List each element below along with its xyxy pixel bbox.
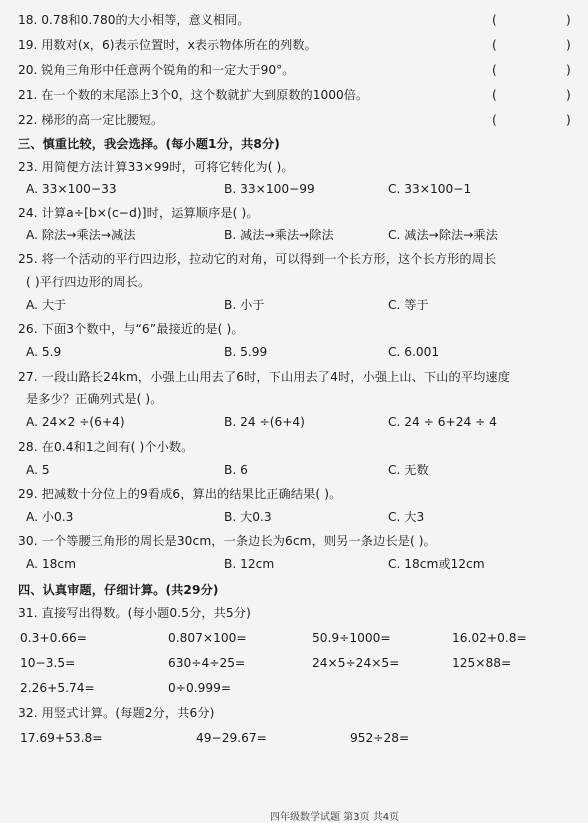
section-heading-3: 三、慎重比较，我会选择。(每小题1分，共8分) (18, 137, 280, 151)
tf-item-text: 21. 在一个数的末尾添上3个0，这个数就扩大到原数的1000倍。 (18, 88, 369, 102)
calc-item: 49−29.67= (196, 731, 267, 745)
question-24-stem: 24. 计算a÷[b×(c−d)]时，运算顺序是( )。 (18, 206, 259, 220)
question-25-stem: 25. 将一个活动的平行四边形，拉动它的对角，可以得到一个长方形，这个长方形的周长 (18, 252, 497, 266)
calc-item: 17.69+53.8= (20, 731, 103, 745)
option-a: A. 小0.3 (26, 510, 74, 524)
option-b: B. 12cm (224, 557, 275, 571)
option-c: C. 等于 (388, 298, 429, 312)
question-28-stem: 28. 在0.4和1之间有( )个小数。 (18, 440, 194, 454)
option-b: B. 33×100−99 (224, 182, 315, 196)
option-a: A. 5.9 (26, 345, 62, 359)
answer-paren-right: ) (566, 38, 571, 52)
option-a: A. 33×100−33 (26, 182, 117, 196)
answer-paren-left: ( (492, 13, 497, 27)
calc-item: 0÷0.999= (168, 681, 232, 695)
question-27-stem-cont: 是多少？正确列式是( )。 (26, 392, 163, 406)
option-c: C. 无数 (388, 463, 429, 477)
section-heading-4: 四、认真审题，仔细计算。(共29分) (18, 583, 219, 597)
calc-item: 2.26+5.74= (20, 681, 95, 695)
option-c: C. 18cm或12cm (388, 557, 485, 571)
calc-item: 952÷28= (350, 731, 410, 745)
option-b: B. 6 (224, 463, 248, 477)
answer-paren-right: ) (566, 13, 571, 27)
option-a: A. 除法→乘法→减法 (26, 228, 136, 242)
calc-item: 0.807×100= (168, 631, 247, 645)
tf-item-text: 19. 用数对(x，6)表示位置时，x表示物体所在的列数。 (18, 38, 317, 52)
question-26-stem: 26. 下面3个数中，与“6”最接近的是( )。 (18, 322, 244, 336)
calc-item: 0.3+0.66= (20, 631, 87, 645)
option-c: C. 大3 (388, 510, 425, 524)
calc-item: 50.9÷1000= (312, 631, 391, 645)
tf-item-text: 18. 0.78和0.780的大小相等，意义相同。 (18, 13, 250, 27)
calc-item: 125×88= (452, 656, 512, 670)
option-b: B. 大0.3 (224, 510, 272, 524)
answer-paren-right: ) (566, 63, 571, 77)
question-27-stem: 27. 一段山路长24km，小强上山用去了6时，下山用去了4时，小强上山、下山的平均速度 (18, 370, 510, 384)
option-a: A. 大于 (26, 298, 67, 312)
answer-paren-left: ( (492, 88, 497, 102)
option-b: B. 小于 (224, 298, 265, 312)
option-a: A. 18cm (26, 557, 76, 571)
page-footer: 四年级数学试题 第3页 共4页 (270, 812, 400, 823)
option-c: C. 24 ÷ 6+24 ÷ 4 (388, 415, 497, 429)
answer-paren-left: ( (492, 63, 497, 77)
question-29-stem: 29. 把减数十分位上的9看成6，算出的结果比正确结果( )。 (18, 487, 342, 501)
option-c: C. 6.001 (388, 345, 440, 359)
answer-paren-left: ( (492, 113, 497, 127)
calc-item: 16.02+0.8= (452, 631, 527, 645)
option-c: C. 减法→除法→乘法 (388, 228, 498, 242)
answer-paren-left: ( (492, 38, 497, 52)
option-b: B. 24 ÷(6+4) (224, 415, 305, 429)
option-b: B. 减法→乘法→除法 (224, 228, 334, 242)
calc-item: 10−3.5= (20, 656, 76, 670)
tf-item-text: 20. 锐角三角形中任意两个锐角的和一定大于90°。 (18, 63, 295, 77)
question-31-stem: 31. 直接写出得数。(每小题0.5分，共5分) (18, 606, 251, 620)
question-23-stem: 23. 用简便方法计算33×99时，可将它转化为( )。 (18, 160, 294, 174)
answer-paren-right: ) (566, 113, 571, 127)
option-a: A. 24×2 ÷(6+4) (26, 415, 125, 429)
question-32-stem: 32. 用竖式计算。(每题2分，共6分) (18, 706, 215, 720)
option-a: A. 5 (26, 463, 50, 477)
calc-item: 630÷4÷25= (168, 656, 246, 670)
answer-paren-right: ) (566, 88, 571, 102)
option-c: C. 33×100−1 (388, 182, 472, 196)
question-25-stem-cont: ( )平行四边形的周长。 (26, 275, 151, 289)
question-30-stem: 30. 一个等腰三角形的周长是30cm，一条边长为6cm，则另一条边长是( )。 (18, 534, 436, 548)
tf-item-text: 22. 梯形的高一定比腰短。 (18, 113, 164, 127)
option-b: B. 5.99 (224, 345, 268, 359)
calc-item: 24×5÷24×5= (312, 656, 400, 670)
